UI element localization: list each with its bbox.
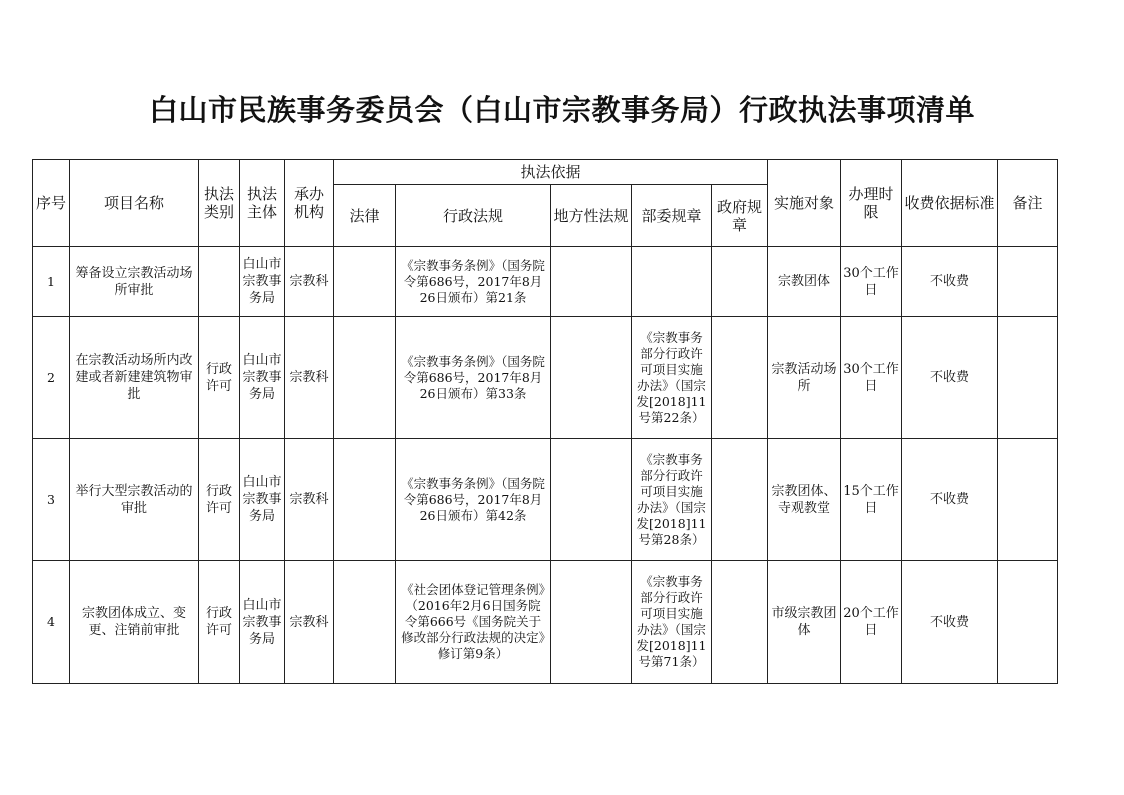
header-remarks: 备注 <box>998 160 1058 247</box>
cell-item-name: 宗教团体成立、变更、注销前审批 <box>70 561 199 684</box>
cell-admin-regulation <box>396 561 551 684</box>
cell-admin-regulation: 《宗教事务条例》（国务院令第686号，2017年8月26日颁布）第42条 <box>396 439 551 561</box>
table-header-row <box>33 160 1058 185</box>
header-local-regulation: 地方性法规 <box>551 185 632 247</box>
header-enforcement-type: 执法类别 <box>199 160 240 247</box>
cell-enforcement-subject: 白山市宗教事务局 <box>240 247 285 317</box>
cell-fee-standard: 不收费 <box>902 247 998 317</box>
cell-local-regulation <box>551 247 632 317</box>
cell-seq: 2 <box>33 317 70 439</box>
cell-seq: 1 <box>33 247 70 317</box>
header-basis-group: 执法依据 <box>334 160 768 185</box>
cell-enforcement-subject: 白山市宗教事务局 <box>240 561 285 684</box>
cell-admin-regulation: 《宗教事务条例》（国务院令第686号，2017年8月26日颁布）第33条 <box>396 317 551 439</box>
ministry-rule-text: 《宗教事务部分行政许可项目实施办法》（国宗发[2018]11号第71条） <box>636 574 707 669</box>
cell-time-limit: 15个工作日 <box>841 439 902 561</box>
cell-law <box>334 561 396 684</box>
cell-enforcement-subject: 白山市宗教事务局 <box>240 439 285 561</box>
cell-ministry-rule <box>632 317 712 439</box>
cell-government-rule <box>712 247 768 317</box>
cell-government-rule <box>712 317 768 439</box>
cell-fee-standard: 不收费 <box>902 561 998 684</box>
admin-regulation-text: 《社会团体登记管理条例》（2016年2月6日国务院令第666号《国务院关于修改部分行政法规的决定》修订第9条） <box>401 582 545 661</box>
header-enforcement-subject: 执法主体 <box>240 160 285 247</box>
header-law: 法律 <box>334 185 396 247</box>
admin-regulation-text: 《宗教事务条例》（国务院令第686号，2017年8月26日颁布）第21条 <box>401 257 545 305</box>
cell-handling-unit: 宗教科 <box>285 561 334 684</box>
cell-seq: 3 <box>33 439 70 561</box>
cell-target: 宗教团体 <box>768 247 841 317</box>
cell-remarks <box>998 561 1058 684</box>
table-row <box>33 439 1058 561</box>
cell-remarks <box>998 317 1058 439</box>
cell-admin-regulation <box>396 247 551 317</box>
cell-target: 宗教活动场所 <box>768 317 841 439</box>
cell-item-name: 举行大型宗教活动的审批 <box>70 439 199 561</box>
cell-government-rule <box>712 439 768 561</box>
header-ministry-rule: 部委规章 <box>632 185 712 247</box>
header-handling-unit: 承办机构 <box>285 160 334 247</box>
enforcement-items-table <box>32 159 1058 684</box>
cell-time-limit: 30个工作日 <box>841 317 902 439</box>
cell-enforcement-type: 行政许可 <box>199 561 240 684</box>
cell-law <box>334 317 396 439</box>
cell-ministry-rule <box>632 439 712 561</box>
cell-enforcement-type: 行政许可 <box>199 317 240 439</box>
cell-item-name: 筹备设立宗教活动场所审批 <box>70 247 199 317</box>
cell-handling-unit: 宗教科 <box>285 317 334 439</box>
header-time-limit: 办理时限 <box>841 160 902 247</box>
cell-enforcement-subject: 白山市宗教事务局 <box>240 317 285 439</box>
cell-fee-standard: 不收费 <box>902 317 998 439</box>
cell-government-rule <box>712 561 768 684</box>
header-admin-regulation: 行政法规 <box>396 185 551 247</box>
cell-law <box>334 439 396 561</box>
cell-handling-unit: 宗教科 <box>285 439 334 561</box>
cell-law <box>334 247 396 317</box>
header-target: 实施对象 <box>768 160 841 247</box>
ministry-rule-text: 《宗教事务部分行政许可项目实施办法》（国宗发[2018]11号第22条） <box>636 329 707 425</box>
table-row <box>33 561 1058 684</box>
cell-remarks <box>998 439 1058 561</box>
ministry-rule-text: 《宗教事务部分行政许可项目实施办法》（国宗发[2018]11号第28条） <box>636 451 707 547</box>
cell-ministry-rule <box>632 561 712 684</box>
header-seq: 序号 <box>33 160 70 247</box>
cell-enforcement-type: 行政许可 <box>199 439 240 561</box>
cell-ministry-rule <box>632 247 712 317</box>
cell-local-regulation <box>551 317 632 439</box>
header-fee-standard: 收费依据标准 <box>902 160 998 247</box>
cell-item-name: 在宗教活动场所内改建或者新建建筑物审批 <box>70 317 199 439</box>
cell-time-limit: 20个工作日 <box>841 561 902 684</box>
cell-seq: 4 <box>33 561 70 684</box>
table-row <box>33 247 1058 317</box>
cell-local-regulation <box>551 561 632 684</box>
cell-time-limit: 30个工作日 <box>841 247 902 317</box>
cell-fee-standard: 不收费 <box>902 439 998 561</box>
header-item-name: 项目名称 <box>70 160 199 247</box>
cell-remarks <box>998 247 1058 317</box>
document-title: 白山市民族事务委员会（白山市宗教事务局）行政执法事项清单 <box>148 93 975 127</box>
cell-handling-unit: 宗教科 <box>285 247 334 317</box>
cell-target: 宗教团体、寺观教堂 <box>768 439 841 561</box>
header-government-rule: 政府规章 <box>712 185 768 247</box>
cell-enforcement-type <box>199 247 240 317</box>
cell-local-regulation <box>551 439 632 561</box>
cell-target: 市级宗教团体 <box>768 561 841 684</box>
table-row <box>33 317 1058 439</box>
